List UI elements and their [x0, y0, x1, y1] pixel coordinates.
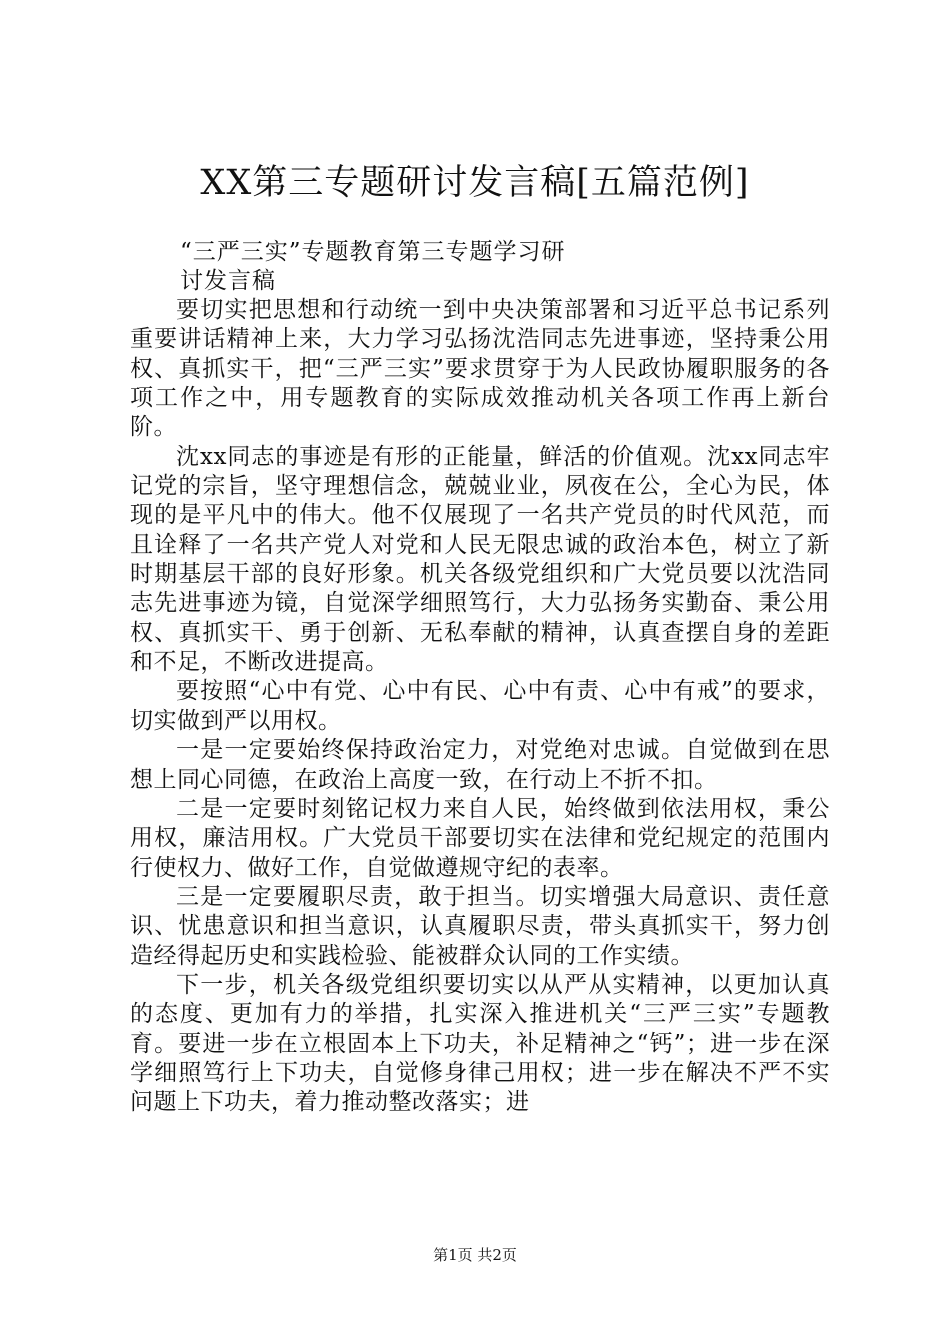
paragraph-4: 一是一定要始终保持政治定力，对党绝对忠诚。自觉做到在思想上同心同德，在政治上高度一致，在行动上不折不扣。: [130, 737, 830, 793]
paragraph-1: 要切实把思想和行动统一到中央决策部署和习近平总书记系列重要讲话精神上来，大力学习弘扬沈浩同志先进事迹，坚持秉公用权、真抓实干，把“三严三实”要求贯穿于为人民政协履职服务的各项工作之中，用专题教育的实际成效推动机关各项工作再上新台阶。: [130, 297, 830, 441]
subtitle-line-2: 讨发言稿: [180, 268, 276, 294]
paragraph-3: 要按照“心中有党、心中有民、心中有责、心中有戒”的要求，切实做到严以用权。: [130, 678, 830, 734]
paragraph-5: 二是一定要时刻铭记权力来自人民，始终做到依法用权，秉公用权，廉洁用权。广大党员干部要切实在法律和党纪规定的范围内行使权力、做好工作，自觉做遵规守纪的表率。: [130, 795, 830, 881]
paragraph-2: 沈xx同志的事迹是有形的正能量，鲜活的价值观。沈xx同志牢记党的宗旨，坚守理想信念，兢兢业业，夙夜在公，全心为民，体现的是平凡中的伟大。他不仅展现了一名共产党员的时代风范，而且诠释了一名共产党人对党和人民无限忠诚的政治本色，树立了新时期基层干部的良好形象。机关各级党组织和广大党员要以沈浩同志先进事迹为镜，自觉深学细照笃行，大力弘扬务实勤奋、秉公用权、真抓实干、勇于创新、无私奉献的精神，认真查摆自身的差距和不足，不断改进提高。: [130, 443, 830, 676]
document-body: [130, 296, 830, 1118]
paragraph-6: 三是一定要履职尽责，敢于担当。切实增强大局意识、责任意识、忧患意识和担当意识，认真履职尽责，带头真抓实干，努力创造经得起历史和实践检验、能被群众认同的工作实绩。: [130, 883, 830, 969]
document-title: XX第三专题研讨发言稿[五篇范例]: [200, 163, 750, 203]
paragraph-7: 下一步，机关各级党组织要切实以从严从实精神，以更加认真的态度、更加有力的举措，扎实深入推进机关“三严三实”专题教育。要进一步在立根固本上下功夫，补足精神之“钙”；进一步在深学细照笃行上下功夫，自觉修身律己用权；进一步在解决不严不实问题上下功夫，着力推动整改落实；进: [130, 971, 830, 1116]
document-subtitle: [180, 238, 700, 296]
subtitle-line-1: “三严三实”专题教育第三专题学习研: [180, 239, 566, 265]
page-number-footer: 第1页 共2页: [433, 1246, 517, 1264]
